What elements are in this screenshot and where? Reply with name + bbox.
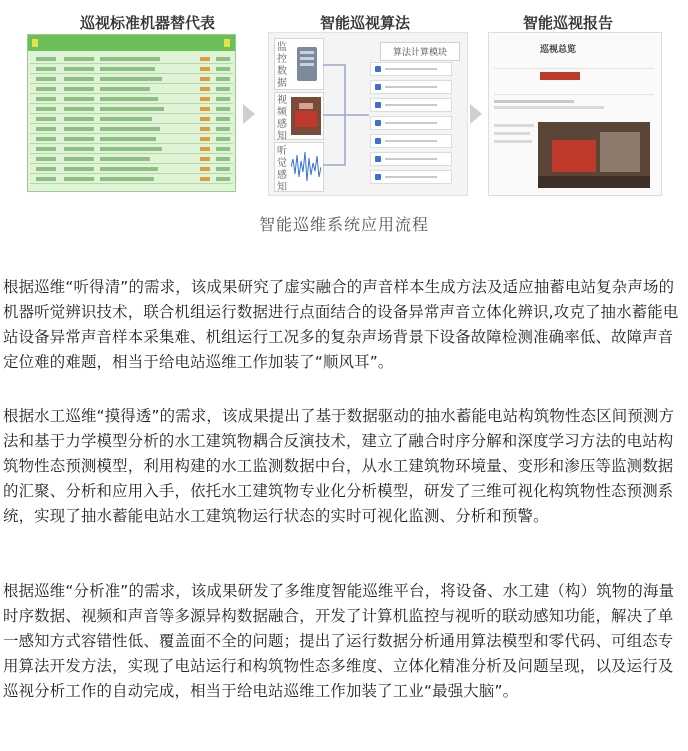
table-header-band [28,35,235,51]
report-row [494,84,654,95]
sensor-label: 听觉感知 [277,146,287,193]
report-row [494,58,654,69]
module-item [370,80,452,94]
paragraph-listening: 根据巡维“听得清”的需求，该成果研究了虚实融合的声音样本生成方法及适应抽蓄电站复杂声场的机器听觉辨识技术，联合机组运行数据进行点面结合的设备异常声音立体化辨识,攻克了抽水蓄能电站设备异常声音样本采集难、机组运行工况多的复杂声场背景下设备故障检测准确率低、故障声音定位难的难题，相当于给电站巡维工作加装了“顺风耳”。 [3,278,679,371]
waveform-icon [291,147,321,187]
algorithm-panel-title: 智能巡视算法 [320,14,411,32]
alert-badge [540,72,580,80]
table-panel-title: 巡视标准机器替代表 [80,14,216,32]
paragraph-hydraulic: 根据水工巡维“摸得透”的需求，该成果提出了基于数据驱动的抽水蓄能电站构筑物性态区间预测方法和基于力学模型分析的水工建筑物耦合反演技术，建立了融合时序分解和深度学习方法的电站构筑物性态预测模型，利用构建的水工监测数据中台，从水工建筑物环境量、变形和渗压等监测数据的汇聚、分析和应用入手，依托水工建筑物专业化分析模型，研发了三维可视化构筑物性态预测系统，实现了抽水蓄能电站水工建筑物运行状态的实时可视化监测、分析和预警。 [3,407,675,525]
sensor-label: 监控数据 [277,42,287,89]
camera-feed-icon [291,97,321,135]
server-icon [293,45,321,83]
module-item [370,116,452,130]
monitoring-data-card [274,38,324,90]
module-item [370,98,452,112]
audio-perception-card [274,142,324,192]
flow-arrow-icon [470,104,482,124]
module-item [370,134,452,148]
video-perception-card [274,92,324,140]
standard-table-image [27,34,236,192]
module-item [370,170,452,184]
sensor-label: 视频感知 [277,95,287,142]
connector-lines [323,40,369,190]
figure-caption: 智能巡维系统应用流程 [258,215,429,234]
flow-arrow-icon [243,104,255,124]
module-item [370,62,452,76]
report-header: 巡视总览 [540,45,577,55]
workflow-figure [0,0,688,252]
algorithm-module-title: 算法计算模块 [380,42,460,61]
report-panel-title: 智能巡视报告 [523,14,614,32]
inspection-photo [538,122,650,188]
module-item [370,152,452,166]
paragraph-analysis: 根据巡维“分析准”的需求，该成果研发了多维度智能巡维平台，将设备、水工建（构）筑物的海量时序数据、视频和声音等多源异构数据融合，开发了计算机监控与视听的联动感知功能，解决了单一感知方式容错性低、覆盖面不全的问题；提出了运行数据分析通用算法模型和零代码、可组态专用算法开发方法，实现了电站运行和构筑物性态多维度、立体化精准分析及问题呈现，以及运行及巡视分析工作的自动完成，相当于给电站巡维工作加装了工业“最强大脑”。 [3,582,675,700]
